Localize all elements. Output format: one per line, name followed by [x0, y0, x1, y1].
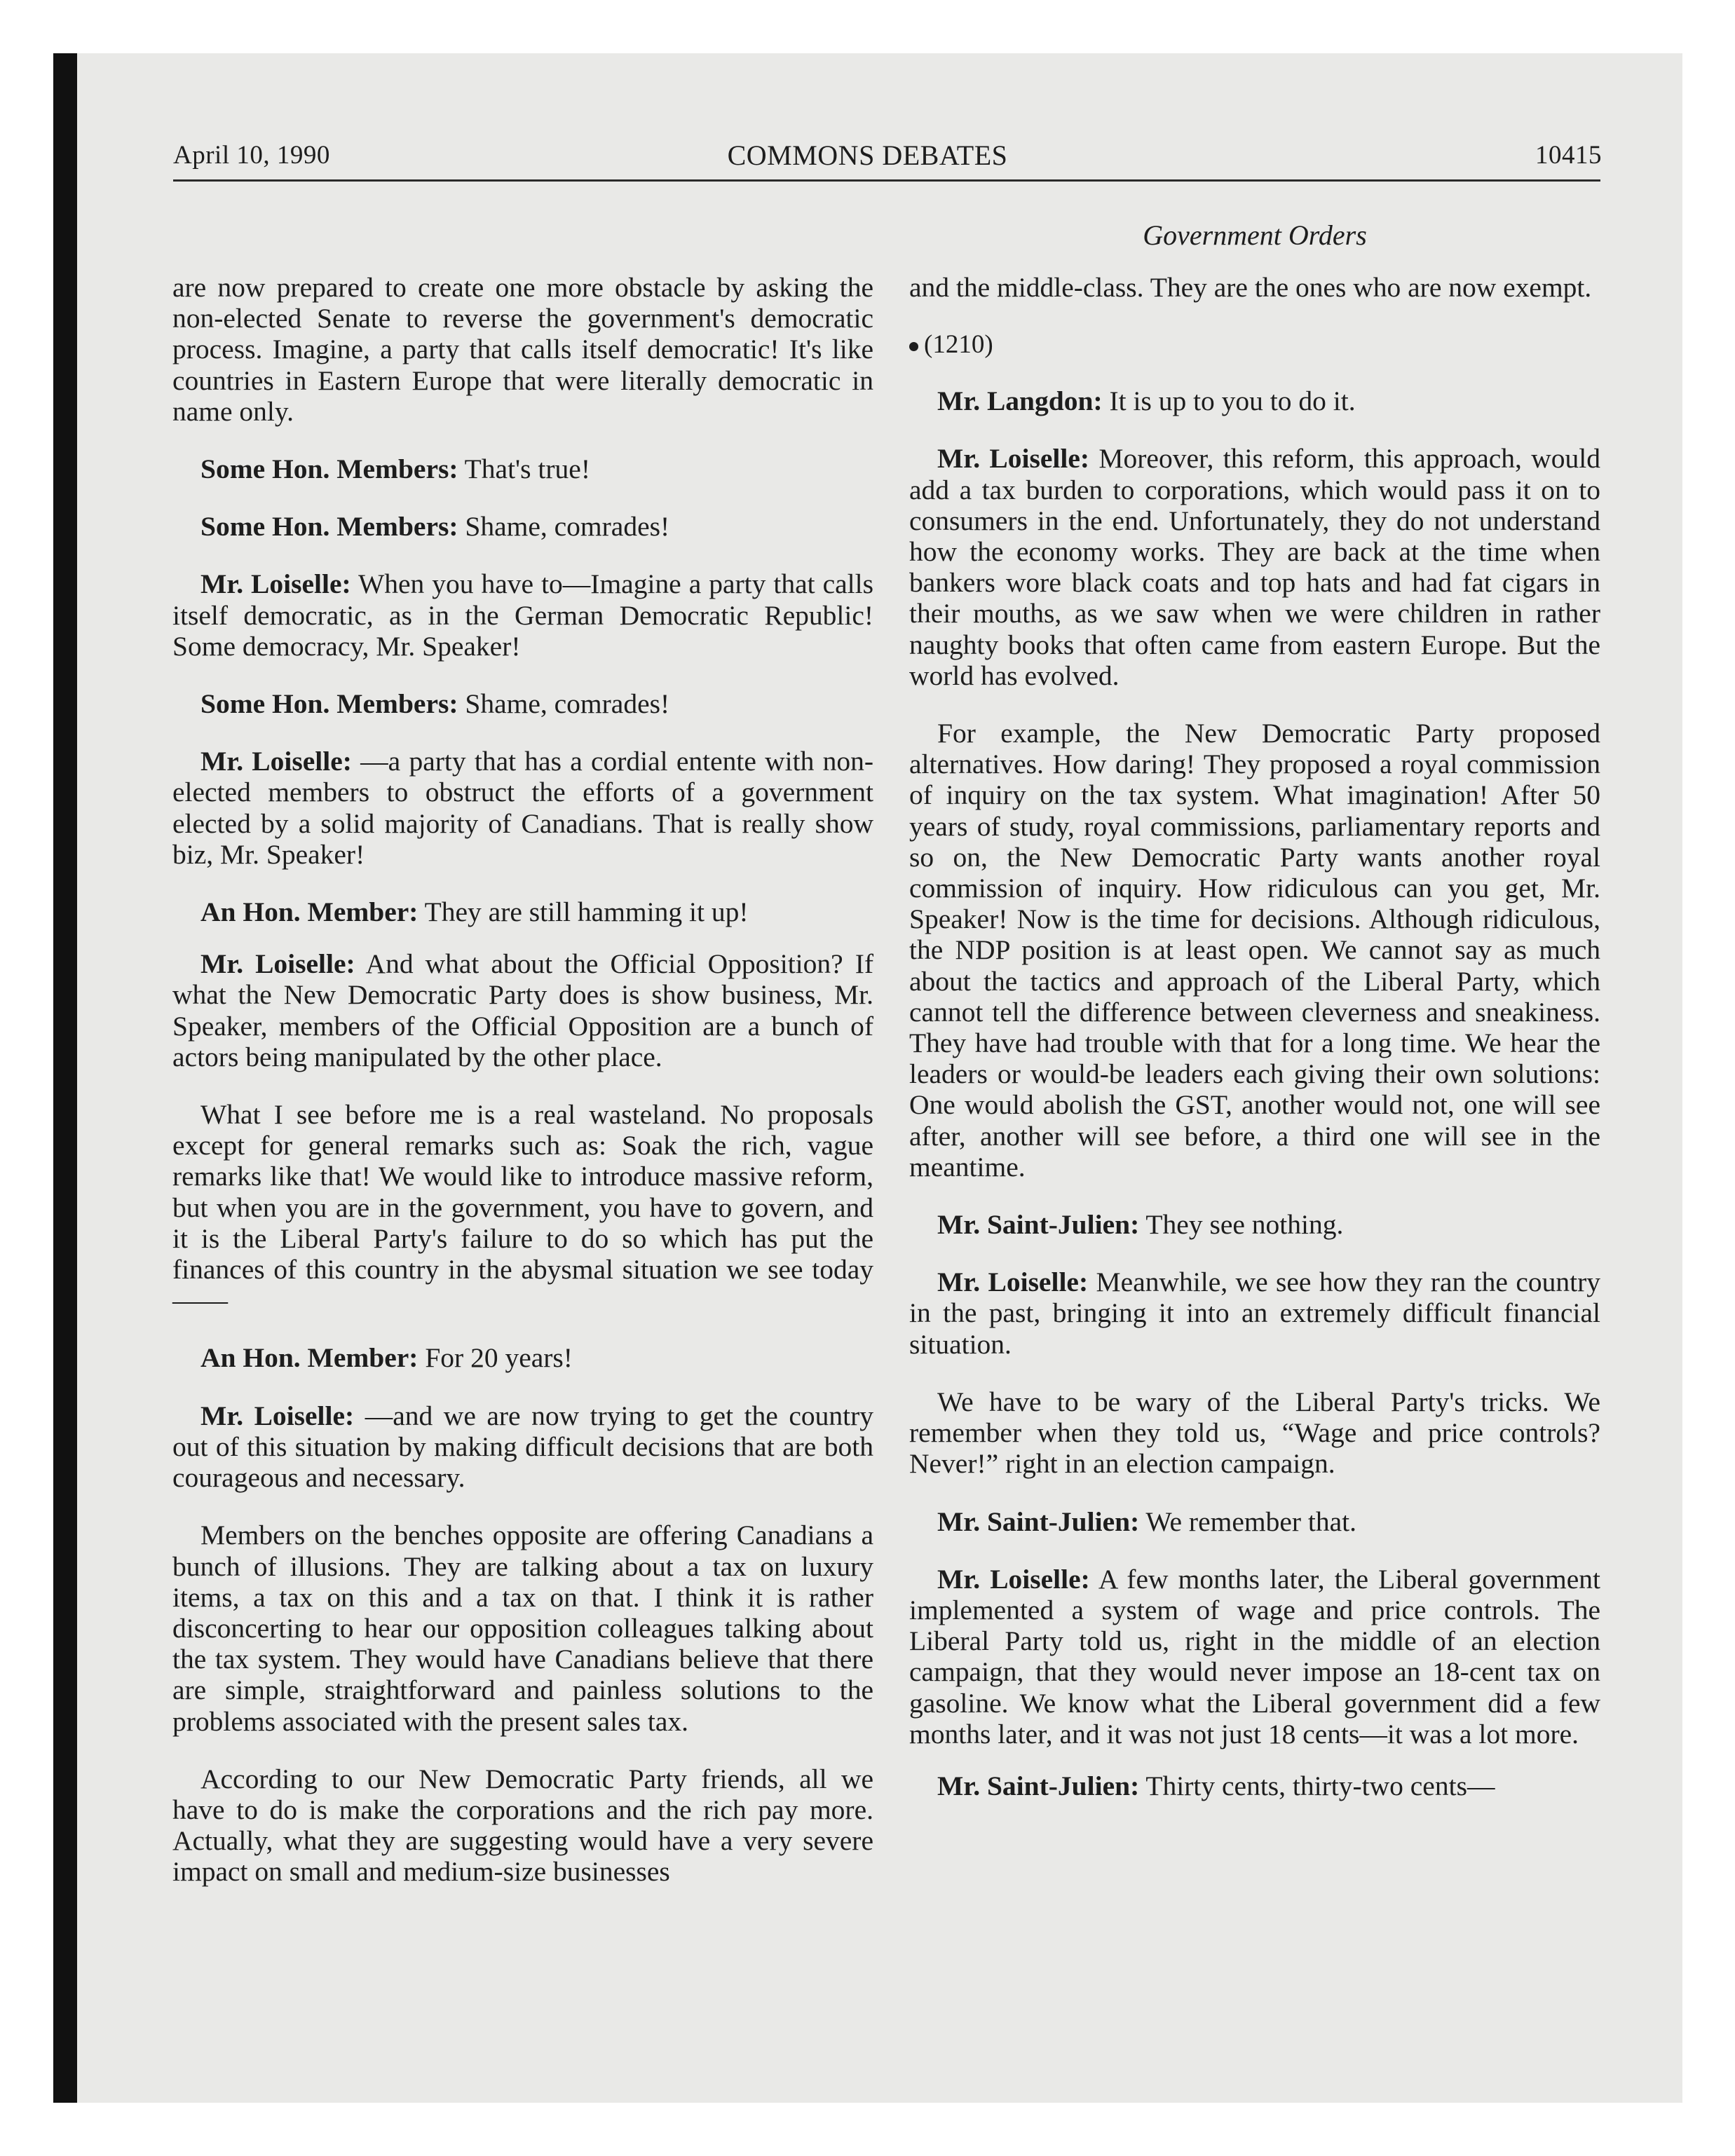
paragraph-text: Meanwhile, we see how they ran the country in the past, bringing it into an extremely difficult financial situation.	[909, 1267, 1601, 1360]
left-column	[172, 272, 873, 1914]
scan-binding-edge	[53, 53, 77, 2103]
speaker-name: Mr. Saint-Julien:	[937, 1506, 1140, 1537]
paragraph	[172, 948, 873, 1072]
paragraph	[909, 443, 1600, 691]
paragraph-text: Shame, comrades!	[465, 688, 670, 720]
paragraph-text: —a party that has a cordial entente with non-elected members to obstruct the efforts of a government elected by a solid majority of Canadians. That is really show biz, Mr. Speaker!	[172, 746, 874, 870]
paragraph	[909, 1386, 1600, 1480]
speaker-name: Mr. Loiselle:	[937, 1267, 1089, 1298]
header-rule	[173, 179, 1600, 182]
paragraph-text: A few months later, the Liberal government implemented a system of wage and price controls. The Liberal Party told us, right in the middle of an election campaign, that they would never impose an 18-cent tax on gasoline. We know what the Liberal government did a few months later, and it was not just 18 cents—it was a lot more.	[909, 1563, 1601, 1749]
time-marker	[909, 329, 1600, 360]
paragraph	[909, 718, 1600, 1182]
paragraph-text: What I see before me is a real wasteland. No proposals except for general remarks such as: Soak the rich, vague remarks like that! We would like to introduce massive reform, but when you are in the government, you have to govern, and it is the Liberal Party's failure to do so which has put the finances of this country in the abysmal situation we see today——	[172, 1099, 873, 1316]
speaker-name: Mr. Loiselle:	[200, 948, 355, 980]
speaker-name: An Hon. Member:	[200, 1342, 419, 1374]
paragraph	[172, 1099, 873, 1316]
paragraph	[172, 746, 873, 870]
paragraph-text: For 20 years!	[425, 1342, 573, 1374]
paragraph-text: Members on the benches opposite are offering Canadians a bunch of illusions. They are talking about a tax on luxury items, a tax on this and a tax on that. I think it is rather disconcerting to hear our opposition colleagues talking about the tax system. They would have Canadians believe that there are simple, straightforward and painless solutions to the problems associated with the present sales tax.	[172, 1520, 873, 1737]
paragraph	[909, 1564, 1600, 1749]
speaker-name: Some Hon. Members:	[200, 453, 458, 485]
speaker-name: Mr. Saint-Julien:	[937, 1770, 1140, 1801]
paragraph	[172, 896, 873, 927]
paragraph	[909, 272, 1600, 303]
speaker-name: An Hon. Member:	[200, 896, 419, 928]
paragraph	[172, 511, 873, 542]
paragraph-text: and the middle-class. They are the ones who are now exempt.	[909, 272, 1592, 303]
paragraph-text: Shame, comrades!	[465, 511, 670, 543]
paragraph	[172, 1342, 873, 1373]
header-publication: COMMONS DEBATES	[727, 139, 1008, 171]
paragraph	[172, 688, 873, 719]
paragraph-text: Moreover, this reform, this approach, would add a tax burden to corporations, which would pass it on to consumers in the end. Unfortunately, they do not understand how the economy works. They are back at the time when bankers wore black coats and top hats and had fat cigars in their mouths, as we saw when we were children in rather naughty books that often came from eastern Europe. But the world has evolved.	[909, 443, 1601, 691]
speaker-name: Mr. Loiselle:	[937, 443, 1090, 475]
paragraph-text: They are still hamming it up!	[424, 896, 749, 928]
speaker-name: Some Hon. Members:	[200, 511, 458, 543]
speaker-name: Some Hon. Members:	[200, 688, 458, 720]
speaker-name: Mr. Loiselle:	[200, 746, 352, 777]
speaker-name: Mr. Loiselle:	[200, 568, 351, 600]
paragraph	[909, 1506, 1600, 1537]
speaker-name: Mr. Langdon:	[937, 386, 1103, 417]
paragraph	[909, 1267, 1600, 1360]
speaker-name: Mr. Loiselle:	[937, 1563, 1090, 1595]
paragraph-text: According to our New Democratic Party friends, all we have to do is make the corporations and the rich pay more. Actually, what they are suggesting would have a very severe impact on small and medium-size businesses	[172, 1763, 873, 1888]
section-title: Government Orders	[1143, 219, 1367, 251]
paragraph-text: —and we are now trying to get the country out of this situation by making difficult decisions that are both courageous and necessary.	[172, 1400, 874, 1494]
paragraph-text: We have to be wary of the Liberal Party's tricks. We remember when they told us, “Wage and price controls? Never!” right in an election campaign.	[909, 1386, 1600, 1480]
right-column	[909, 272, 1600, 1828]
paragraph-text: They see nothing.	[1145, 1209, 1344, 1241]
bullet-icon	[909, 342, 918, 351]
paragraph-text: That's true!	[464, 453, 590, 485]
paragraph-text: are now prepared to create one more obstacle by asking the non-elected Senate to reverse the government's democratic process. Imagine, a party that calls itself democratic! It's like countries in Eastern Europe that were literally democratic in name only.	[172, 272, 873, 427]
paragraph	[909, 1770, 1600, 1801]
header-date: April 10, 1990	[173, 141, 330, 170]
speaker-name: Mr. Loiselle:	[200, 1400, 355, 1431]
paragraph	[172, 1763, 873, 1888]
paragraph	[172, 568, 873, 662]
paragraph-text: It is up to you to do it.	[1109, 386, 1356, 417]
paragraph-text: We remember that.	[1145, 1506, 1357, 1537]
paragraph-text: When you have to—Imagine a party that calls itself democratic, as in the German Democratic Republic! Some democracy, Mr. Speaker!	[172, 568, 873, 662]
paragraph	[172, 1520, 873, 1736]
paragraph	[172, 272, 873, 427]
paragraph	[909, 386, 1600, 416]
paragraph-text: For example, the New Democratic Party proposed alternatives. How daring! They proposed a royal commission of inquiry on the tax system. What imagination! After 50 years of study, royal commissions, parliamentary reports and so on, the New Democratic Party wants another royal commission of inquiry. How ridiculous can you get, Mr. Speaker! Now is the time for decisions. Although ridiculous, the NDP position is at least open. We cannot say as much about the tactics and approach of the Liberal Party, which cannot tell the difference between cleverness and sneakiness. They have had trouble with that for a long time. We hear the leaders or would-be leaders each giving their own solutions: One would abolish the GST, another would not, one will see after, another will see before, a third one will see in the meantime.	[909, 718, 1600, 1182]
header-page-number: 10415	[1535, 141, 1602, 170]
time-marker-text: (1210)	[924, 330, 993, 360]
paragraph-text: And what about the Official Opposition? If what the New Democratic Party does is show business, Mr. Speaker, members of the Official Opposition are a bunch of actors being manipulated by the other place.	[172, 948, 874, 1072]
paragraph	[172, 1400, 873, 1494]
paragraph	[909, 1209, 1600, 1240]
speaker-name: Mr. Saint-Julien:	[937, 1209, 1140, 1241]
paragraph-text: Thirty cents, thirty-two cents—	[1145, 1770, 1495, 1801]
paragraph	[172, 453, 873, 484]
